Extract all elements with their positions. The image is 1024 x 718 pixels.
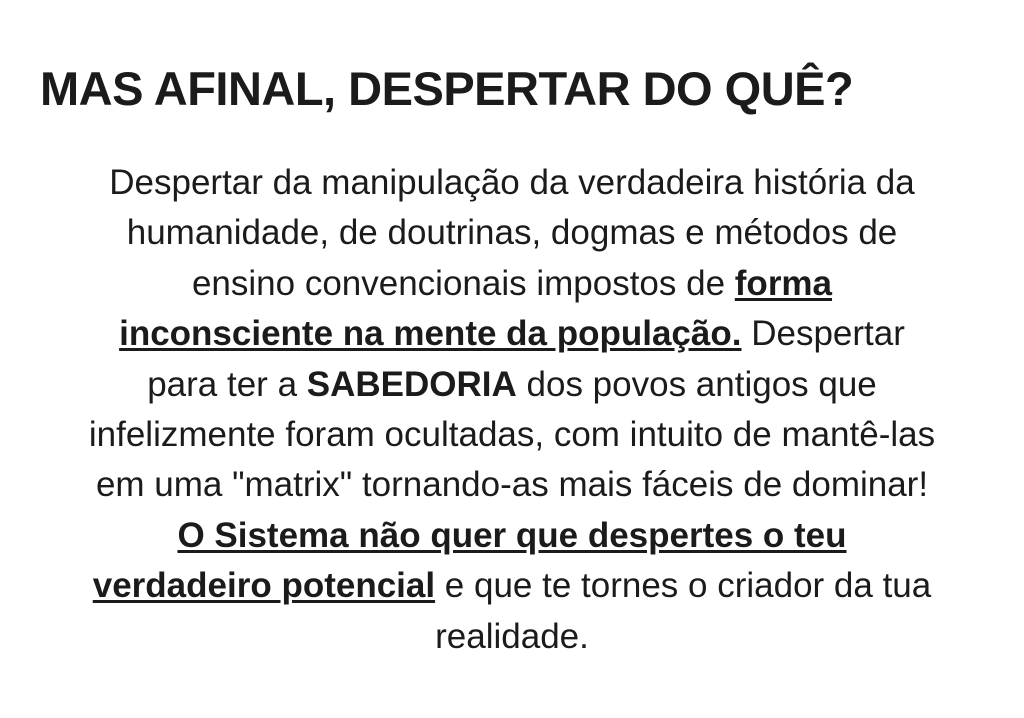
paragraph-segment: dos povos antigos que infelizmente foram ocultadas, com intuito de mantê-las em uma "matrix" tornando-as mais fáceis de dominar!: [88, 364, 936, 505]
paragraph-segment: forma inconsciente na mente da população.: [119, 263, 833, 354]
paragraph-segment: e que te tornes o criador da tua realidade.: [435, 566, 932, 656]
body-paragraph: [40, 158, 984, 662]
paragraph-segment: Despertar da manipulação da verdadeira história da humanidade, de doutrinas, dogmas e métodos de ensino convencionais impostos de: [109, 163, 915, 303]
page-title: MAS AFINAL, DESPERTAR DO QUÊ?: [40, 62, 854, 115]
paragraph-segment: O Sistema não quer que despertes o teu verdadeiro potencial: [92, 515, 847, 606]
paragraph-segment: SABEDORIA: [306, 364, 517, 404]
paragraph-segment: Despertar para ter a: [147, 314, 905, 404]
